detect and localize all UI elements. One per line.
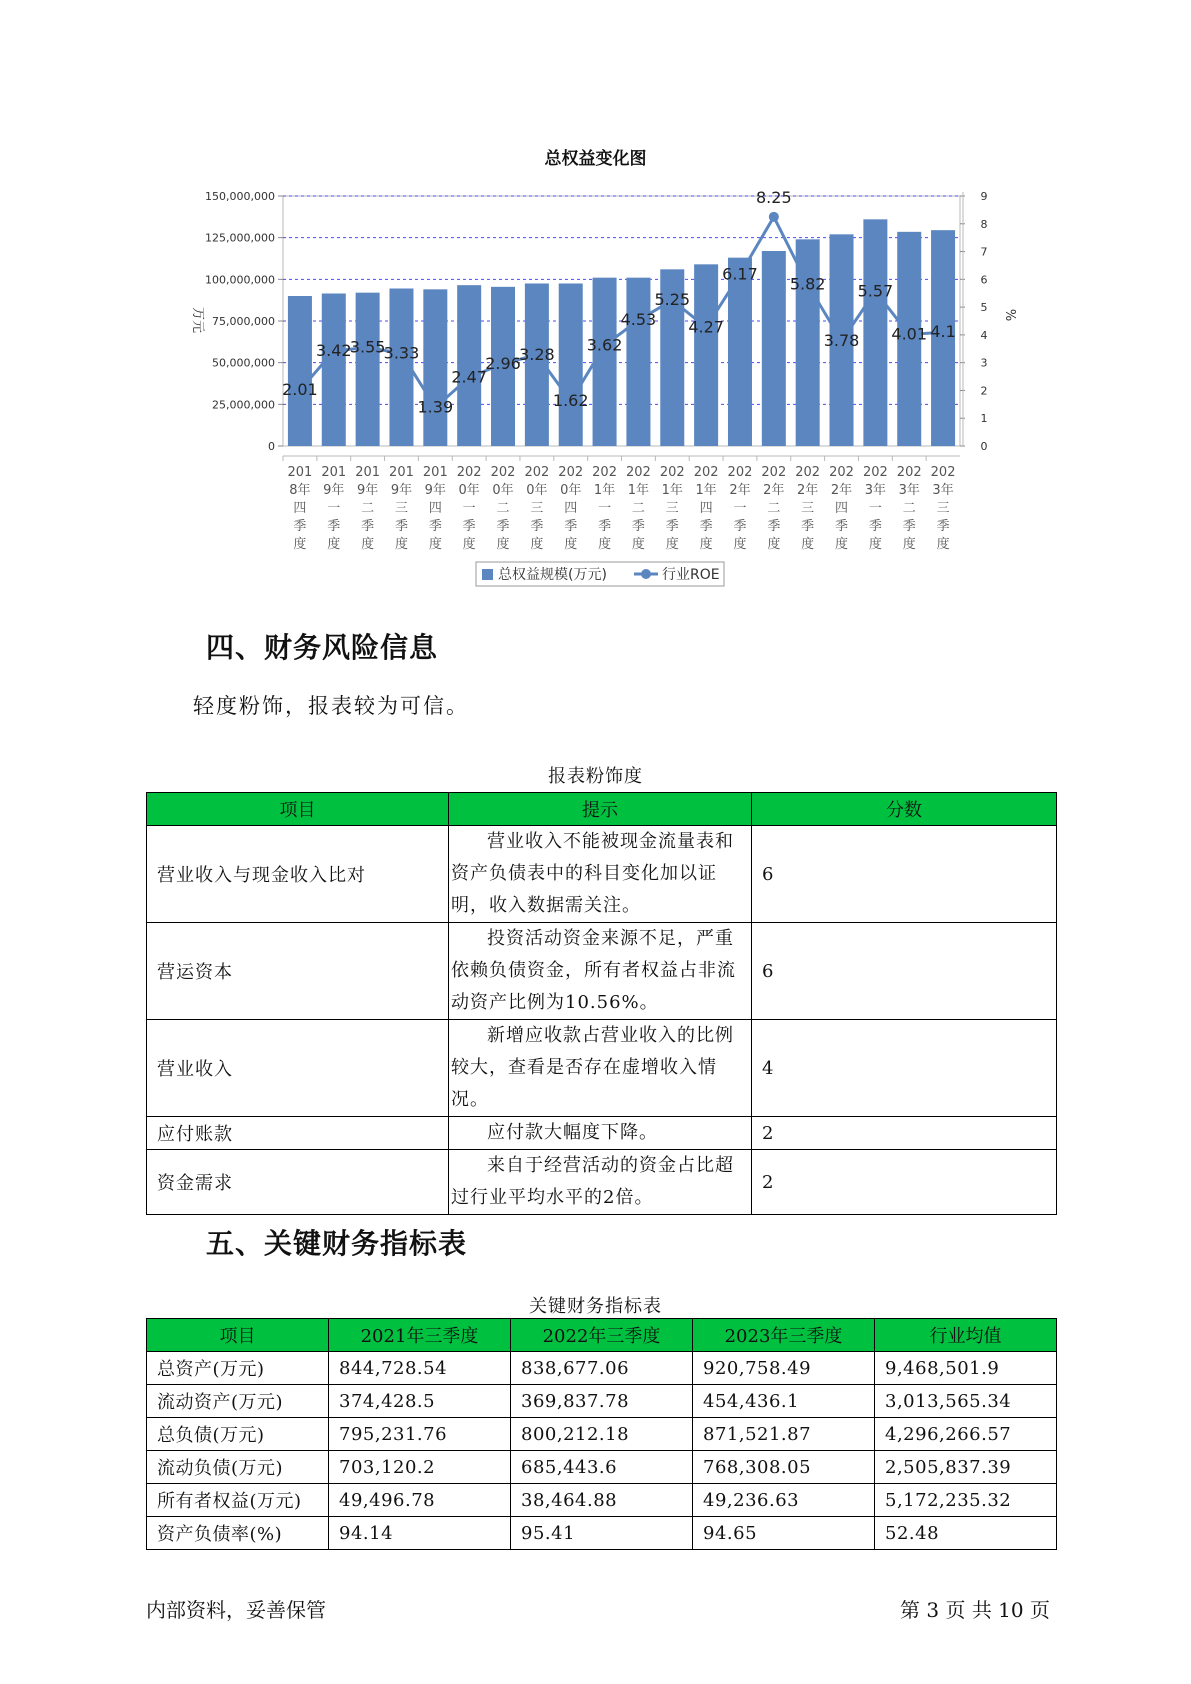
y-tick-label: 75,000,000: [212, 315, 275, 328]
x-tick-label: 202 0年一季度: [456, 465, 482, 552]
roe-data-label: 5.57: [857, 281, 894, 301]
roe-data-label: 8.25: [756, 187, 792, 207]
risk-score: 6: [752, 826, 1057, 923]
table-row: [147, 1517, 1057, 1550]
chart-bar: [288, 296, 312, 446]
y2-axis-title: %: [1002, 308, 1017, 322]
kpi-cell: 94.65: [693, 1517, 875, 1550]
table-row: [147, 1451, 1057, 1484]
roe-data-label: 3.42: [315, 341, 352, 360]
risk-score: 2: [752, 1117, 1057, 1150]
x-tick-label: 202 0年二季度: [490, 465, 516, 552]
roe-data-label: 1.62: [552, 391, 589, 410]
kpi-cell: 795,231.76: [329, 1418, 511, 1451]
legend-bar-label: 总权益规模(万元): [498, 567, 607, 583]
footer-page-number: 第 3 页 共 10 页: [900, 1598, 1050, 1622]
kpi-header: 行业均值: [875, 1319, 1057, 1352]
y-tick-label: 150,000,000: [205, 190, 275, 203]
kpi-cell: 685,443.6: [511, 1451, 693, 1484]
y2-tick-label: 6: [980, 273, 988, 287]
roe-data-label: 4.53: [620, 310, 657, 330]
kpi-cell: 总资产(万元): [147, 1352, 329, 1385]
roe-data-label: 5.82: [789, 274, 826, 294]
table-row: [147, 1352, 1057, 1385]
roe-data-label: 1.39: [417, 397, 454, 417]
x-tick-label: 202 3年二季度: [896, 465, 922, 552]
roe-data-label: 6.17: [722, 264, 758, 284]
table-row: [147, 1418, 1057, 1451]
risk-hint: 营业收入不能被现金流量表和资产负债表中的科目变化加以证明，收入数据需关注。: [449, 826, 752, 923]
kpi-table-caption: 关键财务指标表: [529, 1296, 662, 1317]
kpi-cell: 800,212.18: [511, 1418, 693, 1451]
kpi-cell: 49,236.63: [693, 1484, 875, 1517]
risk-hint: 投资活动资金来源不足，严重依赖负债资金，所有者权益占非流动资产比例为10.56%。: [449, 923, 752, 1020]
kpi-cell: 49,496.78: [329, 1484, 511, 1517]
risk-hint: 来自于经营活动的资金占比超过行业平均水平的2倍。: [449, 1150, 752, 1215]
chart-bar: [626, 278, 650, 446]
kpi-cell: 871,521.87: [693, 1418, 875, 1451]
kpi-cell: 38,464.88: [511, 1484, 693, 1517]
y2-tick-label: 1: [980, 412, 988, 426]
y2-tick-label: 4: [980, 328, 988, 342]
kpi-cell: 5,172,235.32: [875, 1484, 1057, 1517]
x-tick-label: 202 3年三季度: [930, 465, 956, 552]
kpi-cell: 95.41: [511, 1517, 693, 1550]
y-axis-title: 万元: [190, 306, 205, 334]
kpi-header: 2023年三季度: [693, 1319, 875, 1352]
kpi-cell: 3,013,565.34: [875, 1385, 1057, 1418]
kpi-cell: 4,296,266.57: [875, 1418, 1057, 1451]
section4-summary: 轻度粉饰，报表较为可信。: [193, 694, 469, 718]
risk-header-hint: 提示: [449, 793, 752, 826]
risk-table-header: [147, 793, 1057, 826]
kpi-cell: 总负债(万元): [147, 1418, 329, 1451]
x-tick-label: 201 9年四季度: [422, 465, 448, 552]
table-row: [147, 1150, 1057, 1215]
y-tick-label: 50,000,000: [212, 356, 275, 370]
kpi-cell: 资产负债率(%): [147, 1517, 329, 1550]
y2-tick-label: 8: [980, 217, 988, 231]
y-tick-label: 0: [268, 440, 275, 453]
kpi-header: 2022年三季度: [511, 1319, 693, 1352]
kpi-cell: 52.48: [875, 1517, 1057, 1550]
roe-data-label: 4.1: [930, 322, 956, 342]
risk-item: 营业收入: [147, 1020, 449, 1117]
risk-item: 资金需求: [147, 1150, 449, 1215]
y-tick-label: 25,000,000: [212, 398, 275, 412]
chart-bar: [694, 264, 718, 446]
chart-bar: [559, 284, 583, 447]
x-tick-label: 202 1年四季度: [693, 465, 719, 552]
x-tick-label: 201 9年二季度: [355, 465, 381, 552]
chart-bar: [762, 251, 786, 446]
kpi-cell: 838,677.06: [511, 1352, 693, 1385]
kpi-cell: 所有者权益(万元): [147, 1484, 329, 1517]
chart-bar: [356, 293, 380, 446]
section4-heading: 四、财务风险信息: [206, 631, 439, 664]
roe-data-label: 2.96: [485, 353, 521, 373]
risk-item: 营业收入与现金收入比对: [147, 826, 449, 923]
x-tick-label: 202 2年一季度: [727, 465, 753, 552]
roe-data-label: 3.28: [519, 344, 555, 364]
risk-hint: 新增应收款占营业收入的比例较大，查看是否存在虚增收入情况。: [449, 1020, 752, 1117]
chart-bar: [863, 219, 887, 446]
kpi-table: [146, 1318, 1057, 1550]
kpi-cell: 94.14: [329, 1517, 511, 1550]
table-row: [147, 1484, 1057, 1517]
x-tick-label: 202 1年三季度: [659, 465, 685, 552]
risk-header-item: 项目: [147, 793, 449, 826]
kpi-header: 2021年三季度: [329, 1319, 511, 1352]
kpi-cell: 454,436.1: [693, 1385, 875, 1418]
roe-data-label: 4.27: [688, 317, 724, 337]
roe-data-label: 3.62: [586, 335, 623, 355]
x-tick-label: 202 2年四季度: [829, 465, 854, 552]
risk-score: 4: [752, 1020, 1057, 1117]
risk-table-caption: 报表粉饰度: [548, 766, 643, 787]
risk-item: 营运资本: [147, 923, 449, 1020]
kpi-cell: 2,505,837.39: [875, 1451, 1057, 1484]
legend-line-marker: [641, 569, 651, 579]
roe-data-label: 2.01: [282, 380, 318, 400]
table-row: [147, 1020, 1057, 1117]
risk-score: 2: [752, 1150, 1057, 1215]
x-tick-label: 202 0年三季度: [524, 465, 550, 552]
table-row: [147, 1385, 1057, 1418]
x-tick-label: 201 8年四季度: [287, 465, 313, 552]
kpi-cell: 768,308.05: [693, 1451, 875, 1484]
roe-data-label: 2.47: [451, 367, 487, 387]
y-tick-label: 125,000,000: [205, 231, 275, 245]
x-tick-label: 201 9年一季度: [321, 465, 347, 552]
roe-data-label: 3.78: [823, 331, 860, 350]
kpi-cell: 844,728.54: [329, 1352, 511, 1385]
chart-bar: [457, 285, 481, 446]
roe-data-label: 3.55: [349, 337, 386, 357]
y2-tick-label: 9: [980, 190, 988, 203]
kpi-table-header: [147, 1319, 1057, 1352]
section5-heading: 五、关键财务指标表: [206, 1227, 468, 1260]
chart-bar: [423, 289, 447, 446]
risk-score: 6: [752, 923, 1057, 1020]
risk-hint: 应付款大幅度下降。: [449, 1117, 752, 1150]
table-row: [147, 826, 1057, 923]
kpi-cell: 369,837.78: [511, 1385, 693, 1418]
footer-confidential: 内部资料，妥善保管: [146, 1598, 326, 1622]
chart-bar: [322, 294, 346, 447]
kpi-cell: 703,120.2: [329, 1451, 511, 1484]
y2-tick-label: 5: [980, 301, 988, 315]
y2-tick-label: 0: [980, 440, 988, 453]
x-tick-label: 202 0年四季度: [558, 465, 584, 552]
roe-data-label: 3.33: [383, 343, 420, 363]
risk-header-score: 分数: [752, 793, 1057, 826]
table-row: [147, 923, 1057, 1020]
x-tick-label: 202 2年三季度: [795, 465, 821, 552]
y2-tick-label: 7: [980, 245, 988, 259]
x-tick-label: 202 2年二季度: [761, 465, 787, 552]
x-tick-label: 202 1年一季度: [592, 465, 617, 552]
table-row: [147, 1117, 1057, 1150]
risk-item: 应付账款: [147, 1117, 449, 1150]
kpi-cell: 9,468,501.9: [875, 1352, 1057, 1385]
x-tick-label: 201 9年三季度: [389, 465, 414, 552]
roe-data-label: 4.01: [891, 324, 928, 344]
chart-title: 总权益变化图: [544, 149, 647, 169]
x-tick-label: 202 3年一季度: [862, 465, 888, 552]
risk-table: [146, 792, 1057, 1215]
kpi-header: 项目: [147, 1319, 329, 1352]
equity-chart: [0, 0, 1191, 600]
legend-bar-swatch: [482, 569, 493, 580]
roe-data-label: 5.25: [654, 290, 691, 310]
kpi-cell: 374,428.5: [329, 1385, 511, 1418]
kpi-cell: 920,758.49: [693, 1352, 875, 1385]
kpi-cell: 流动资产(万元): [147, 1385, 329, 1418]
kpi-cell: 流动负债(万元): [147, 1451, 329, 1484]
x-tick-label: 202 1年二季度: [626, 465, 651, 552]
y2-tick-label: 3: [980, 356, 988, 370]
roe-point: [769, 212, 779, 222]
y-tick-label: 100,000,000: [205, 273, 275, 287]
legend-line-label: 行业ROE: [662, 567, 720, 583]
y2-tick-label: 2: [980, 384, 988, 398]
